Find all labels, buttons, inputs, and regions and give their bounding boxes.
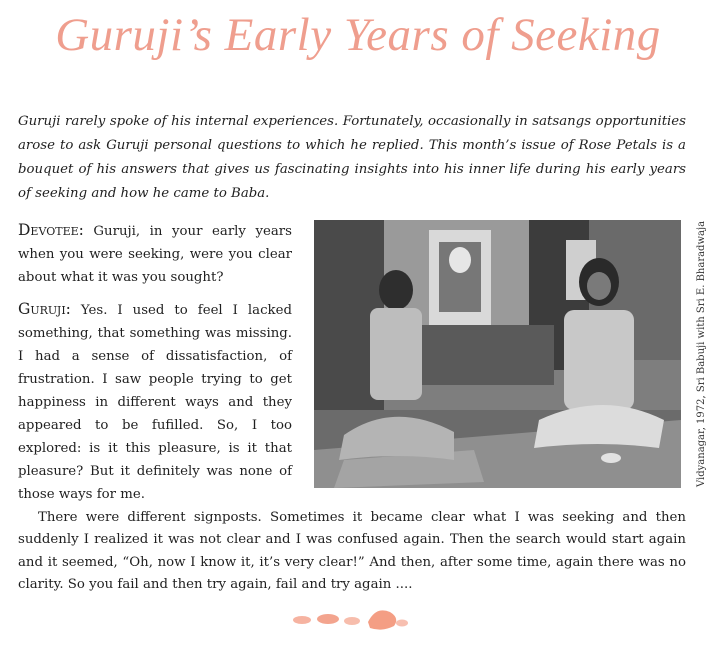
historic-photo <box>314 220 681 488</box>
continuation-paragraph: There were different signposts. Sometimes it became clear what I was seeking and then suddenly I realized it was not clear and I was confused again. Then the search would start again and it seemed, “Oh, now I know it, it’s very clear!” And then, after some time, again there was no clarity. So you fail and then try again, fail and try again .... <box>18 510 686 592</box>
article-title: Guruji’s Early Years of Seeking <box>55 9 661 61</box>
guruji-label: Guruji: <box>18 300 71 318</box>
rose-petals-ornament <box>290 602 410 634</box>
intro-paragraph: Guruji rarely spoke of his internal experiences. Fortunately, occasionally in satsangs opportunities arose to ask Guruji personal questions to which he replied. This month’s issue of Rose Petals is a bouquet of his answers that gives us fascinating insights into his inner life during his early years of seeking and how he came to Baba. <box>18 114 686 201</box>
petals-icon <box>290 602 410 634</box>
devotee-question <box>18 219 292 289</box>
photo-illustration <box>314 220 681 488</box>
dialogue-column <box>18 219 292 515</box>
guruji-answer <box>18 298 292 506</box>
answer-text: Yes. I used to feel I lacked something, that something was missing. I had a sense of dissatisfaction, of frustration. I saw people trying to get happiness in different ways and they appeared to be fufilled. So, I too explored: is it this pleasure, is it that pleasure? But it definitely was none of those ways for me. <box>18 303 292 502</box>
question-text: Guruji, in your early years when you were seeking, were you clear about what it was you sought? <box>18 224 292 285</box>
photo-caption: Vidyanagar, 1972, Sri Babuji with Sri E. Bharadwaja <box>696 220 707 487</box>
devotee-label: Devotee: <box>18 221 84 239</box>
